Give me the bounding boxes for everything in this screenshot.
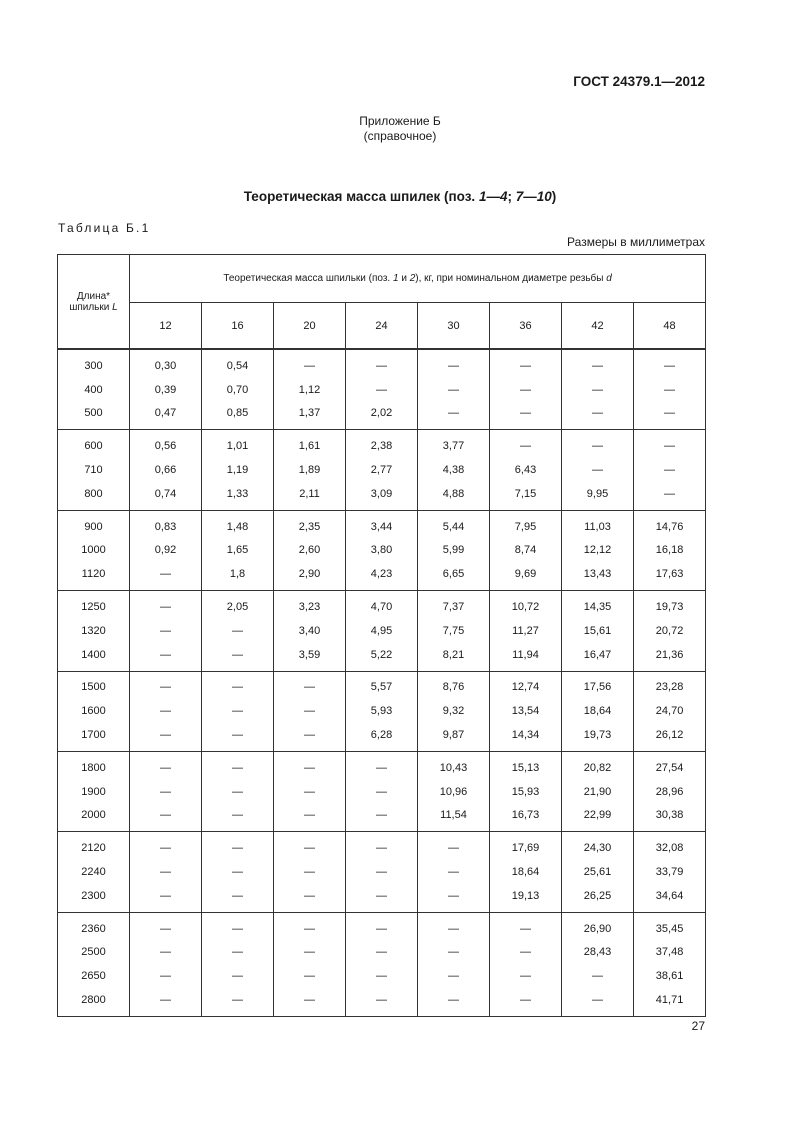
mass-cell: — <box>130 988 202 1016</box>
mass-cell: 0,47 <box>130 402 202 430</box>
mass-cell: 15,93 <box>490 780 562 804</box>
mass-cell: 1,48 <box>202 510 274 538</box>
mass-cell: — <box>130 751 202 779</box>
mass-cell: 4,70 <box>346 591 418 619</box>
table-row <box>58 884 706 912</box>
table-row <box>58 988 706 1016</box>
appendix-title: Приложение Б <box>359 114 441 128</box>
title-range-1: 1—4 <box>478 189 508 204</box>
mass-cell: — <box>202 912 274 940</box>
length-cell: 2360 <box>58 912 130 940</box>
mass-cell: — <box>418 349 490 378</box>
mass-cell: 4,23 <box>346 562 418 590</box>
mass-cell: — <box>202 699 274 723</box>
mass-cell: 38,61 <box>634 964 706 988</box>
mass-cell: 1,33 <box>202 482 274 510</box>
mass-cell: 6,28 <box>346 723 418 751</box>
mass-cell: 24,70 <box>634 699 706 723</box>
length-cell: 710 <box>58 458 130 482</box>
mass-cell: — <box>130 780 202 804</box>
mass-cell: — <box>346 751 418 779</box>
mass-cell: 9,95 <box>562 482 634 510</box>
length-cell: 1250 <box>58 591 130 619</box>
length-cell: 2300 <box>58 884 130 912</box>
mass-cell: — <box>130 964 202 988</box>
mass-cell: — <box>490 402 562 430</box>
mass-cell: 1,89 <box>274 458 346 482</box>
mass-cell: 1,65 <box>202 539 274 563</box>
mass-cell: — <box>130 912 202 940</box>
mass-cell: 17,63 <box>634 562 706 590</box>
mass-cell: — <box>634 482 706 510</box>
mass-cell: 18,64 <box>562 699 634 723</box>
mass-cell: 0,74 <box>130 482 202 510</box>
mass-cell: 5,22 <box>346 643 418 671</box>
diameter-header: 20 <box>274 303 346 350</box>
mass-cell: — <box>274 671 346 699</box>
mass-cell: — <box>274 860 346 884</box>
mass-cell: 1,01 <box>202 430 274 458</box>
table-row <box>58 941 706 965</box>
length-cell: 900 <box>58 510 130 538</box>
mass-cell: 21,90 <box>562 780 634 804</box>
table-row <box>58 780 706 804</box>
group-header-pos1: 1 <box>392 273 399 284</box>
units-note: Размеры в миллиметрах <box>567 235 705 249</box>
mass-cell: — <box>274 832 346 860</box>
table-label: Таблица Б.1 <box>58 221 151 235</box>
mass-cell: — <box>130 804 202 832</box>
table-row <box>58 482 706 510</box>
mass-cell: — <box>490 378 562 402</box>
mass-cell: — <box>562 402 634 430</box>
length-cell: 1120 <box>58 562 130 590</box>
mass-cell: — <box>202 860 274 884</box>
mass-cell: — <box>490 964 562 988</box>
mass-cell: 13,54 <box>490 699 562 723</box>
mass-cell: — <box>130 671 202 699</box>
mass-cell: 1,12 <box>274 378 346 402</box>
mass-cell: — <box>130 562 202 590</box>
mass-cell: 3,40 <box>274 619 346 643</box>
appendix-subtitle: (справочное) <box>363 129 437 143</box>
length-header-line2 <box>58 302 129 313</box>
mass-cell: — <box>346 988 418 1016</box>
mass-cell: 0,66 <box>130 458 202 482</box>
mass-cell: — <box>346 860 418 884</box>
length-cell: 1400 <box>58 643 130 671</box>
table-row <box>58 378 706 402</box>
mass-cell: — <box>346 912 418 940</box>
length-cell: 1700 <box>58 723 130 751</box>
mass-cell: — <box>202 619 274 643</box>
mass-table <box>57 254 706 1017</box>
group-header-pos2: 2 <box>409 273 416 284</box>
mass-cell: — <box>418 941 490 965</box>
mass-cell: 11,54 <box>418 804 490 832</box>
mass-cell: 26,12 <box>634 723 706 751</box>
mass-cell: — <box>634 378 706 402</box>
length-cell: 800 <box>58 482 130 510</box>
mass-cell: 0,92 <box>130 539 202 563</box>
mass-cell: 33,79 <box>634 860 706 884</box>
mass-cell: — <box>346 378 418 402</box>
mass-cell: — <box>274 912 346 940</box>
mass-cell: 12,12 <box>562 539 634 563</box>
length-cell: 1320 <box>58 619 130 643</box>
mass-cell: — <box>274 751 346 779</box>
mass-cell: 5,99 <box>418 539 490 563</box>
mass-cell: 9,87 <box>418 723 490 751</box>
mass-cell: 0,30 <box>130 349 202 378</box>
length-group <box>58 591 706 671</box>
mass-cell: 11,94 <box>490 643 562 671</box>
length-group <box>58 510 706 590</box>
length-header-line1: Длина* <box>76 290 111 302</box>
mass-cell: — <box>634 402 706 430</box>
length-group <box>58 912 706 1016</box>
mass-cell: 32,08 <box>634 832 706 860</box>
mass-cell: — <box>274 884 346 912</box>
mass-cell: 3,09 <box>346 482 418 510</box>
length-header-label: шпильки <box>69 301 113 313</box>
length-group <box>58 751 706 831</box>
mass-cell: 9,32 <box>418 699 490 723</box>
mass-cell: 13,43 <box>562 562 634 590</box>
mass-cell: 26,90 <box>562 912 634 940</box>
mass-cell: 2,60 <box>274 539 346 563</box>
mass-cell: 2,11 <box>274 482 346 510</box>
mass-cell: 21,36 <box>634 643 706 671</box>
mass-cell: 2,77 <box>346 458 418 482</box>
mass-cell: 17,69 <box>490 832 562 860</box>
mass-cell: — <box>202 832 274 860</box>
mass-cell: — <box>634 458 706 482</box>
length-group <box>58 430 706 510</box>
mass-cell: — <box>202 643 274 671</box>
mass-cell: — <box>202 941 274 965</box>
mass-cell: 11,03 <box>562 510 634 538</box>
mass-cell: 18,64 <box>490 860 562 884</box>
mass-cell: 34,64 <box>634 884 706 912</box>
mass-cell: 20,72 <box>634 619 706 643</box>
mass-group-header <box>130 255 706 303</box>
table-row <box>58 751 706 779</box>
mass-cell: 19,73 <box>562 723 634 751</box>
mass-cell: 2,02 <box>346 402 418 430</box>
mass-cell: 3,44 <box>346 510 418 538</box>
table-row <box>58 912 706 940</box>
mass-cell: 14,34 <box>490 723 562 751</box>
mass-cell: 3,23 <box>274 591 346 619</box>
mass-cell: 7,15 <box>490 482 562 510</box>
mass-cell: — <box>130 860 202 884</box>
mass-cell: 0,70 <box>202 378 274 402</box>
length-header <box>58 255 130 350</box>
mass-cell: 16,18 <box>634 539 706 563</box>
table-row <box>58 643 706 671</box>
mass-cell: — <box>202 884 274 912</box>
mass-cell: — <box>346 349 418 378</box>
mass-cell: — <box>418 832 490 860</box>
table-row <box>58 402 706 430</box>
length-cell: 1900 <box>58 780 130 804</box>
diameter-header: 16 <box>202 303 274 350</box>
mass-cell: 2,38 <box>346 430 418 458</box>
table-row <box>58 430 706 458</box>
mass-cell: 5,44 <box>418 510 490 538</box>
mass-cell: 16,73 <box>490 804 562 832</box>
mass-cell: 16,47 <box>562 643 634 671</box>
table-row <box>58 619 706 643</box>
title-text: Теоретическая масса шпилек (поз. <box>243 189 479 204</box>
length-cell: 2500 <box>58 941 130 965</box>
mass-cell: — <box>562 378 634 402</box>
mass-cell: — <box>634 349 706 378</box>
mass-cell: 11,27 <box>490 619 562 643</box>
mass-cell: 7,37 <box>418 591 490 619</box>
mass-cell: — <box>202 804 274 832</box>
mass-cell: — <box>130 832 202 860</box>
mass-cell: 8,74 <box>490 539 562 563</box>
mass-cell: 3,77 <box>418 430 490 458</box>
mass-cell: — <box>562 430 634 458</box>
mass-cell: 25,61 <box>562 860 634 884</box>
table-row <box>58 832 706 860</box>
mass-cell: — <box>346 964 418 988</box>
table-row <box>58 860 706 884</box>
length-cell: 2650 <box>58 964 130 988</box>
mass-cell: 10,72 <box>490 591 562 619</box>
mass-cell: 41,71 <box>634 988 706 1016</box>
group-header-part2: и <box>398 273 410 284</box>
mass-cell: 22,99 <box>562 804 634 832</box>
mass-cell: 4,88 <box>418 482 490 510</box>
mass-cell: 6,43 <box>490 458 562 482</box>
table-row <box>58 804 706 832</box>
mass-cell: 1,37 <box>274 402 346 430</box>
table-row <box>58 964 706 988</box>
mass-cell: — <box>634 430 706 458</box>
mass-cell: 23,28 <box>634 671 706 699</box>
mass-cell: — <box>490 941 562 965</box>
table-row <box>58 539 706 563</box>
length-group <box>58 832 706 912</box>
table-row <box>58 349 706 378</box>
mass-cell: 8,76 <box>418 671 490 699</box>
mass-cell: — <box>274 988 346 1016</box>
mass-cell: — <box>418 912 490 940</box>
mass-cell: — <box>346 832 418 860</box>
mass-cell: 3,80 <box>346 539 418 563</box>
diameter-header: 36 <box>490 303 562 350</box>
mass-cell: — <box>202 988 274 1016</box>
diameter-header: 48 <box>634 303 706 350</box>
mass-cell: — <box>490 349 562 378</box>
mass-cell: 5,93 <box>346 699 418 723</box>
group-header-part3: ), кг, при номинальном диаметре резьбы <box>415 273 607 284</box>
table-row <box>58 591 706 619</box>
mass-cell: 9,69 <box>490 562 562 590</box>
mass-cell: — <box>130 723 202 751</box>
mass-cell: 4,95 <box>346 619 418 643</box>
diameter-header: 42 <box>562 303 634 350</box>
diameter-header: 24 <box>346 303 418 350</box>
mass-cell: 26,25 <box>562 884 634 912</box>
mass-cell: — <box>130 884 202 912</box>
length-cell: 2240 <box>58 860 130 884</box>
mass-cell: — <box>130 619 202 643</box>
diameter-header: 12 <box>130 303 202 350</box>
mass-cell: — <box>490 912 562 940</box>
mass-cell: 0,85 <box>202 402 274 430</box>
mass-cell: 10,43 <box>418 751 490 779</box>
mass-cell: 0,39 <box>130 378 202 402</box>
title-separator: ; <box>507 189 516 204</box>
mass-cell: — <box>274 780 346 804</box>
page-title <box>0 189 800 204</box>
diameter-header: 30 <box>418 303 490 350</box>
length-cell: 500 <box>58 402 130 430</box>
mass-cell: — <box>202 671 274 699</box>
mass-cell: — <box>418 964 490 988</box>
mass-cell: 24,30 <box>562 832 634 860</box>
mass-cell: 27,54 <box>634 751 706 779</box>
length-group <box>58 671 706 751</box>
mass-cell: 2,05 <box>202 591 274 619</box>
mass-cell: 28,43 <box>562 941 634 965</box>
mass-cell: — <box>418 860 490 884</box>
mass-cell: — <box>274 349 346 378</box>
length-cell: 300 <box>58 349 130 378</box>
mass-cell: 19,73 <box>634 591 706 619</box>
mass-cell: 17,56 <box>562 671 634 699</box>
mass-cell: — <box>346 941 418 965</box>
mass-cell: — <box>274 699 346 723</box>
mass-cell: 14,35 <box>562 591 634 619</box>
mass-cell: — <box>274 723 346 751</box>
mass-cell: — <box>562 964 634 988</box>
mass-cell: — <box>418 378 490 402</box>
mass-cell: 1,19 <box>202 458 274 482</box>
mass-cell: 6,65 <box>418 562 490 590</box>
title-close: ) <box>551 189 557 204</box>
length-cell: 1800 <box>58 751 130 779</box>
mass-cell: 35,45 <box>634 912 706 940</box>
table-row <box>58 699 706 723</box>
mass-cell: 19,13 <box>490 884 562 912</box>
mass-cell: 0,56 <box>130 430 202 458</box>
mass-cell: 10,96 <box>418 780 490 804</box>
mass-cell: 3,59 <box>274 643 346 671</box>
mass-cell: 1,61 <box>274 430 346 458</box>
length-cell: 2000 <box>58 804 130 832</box>
mass-cell: — <box>274 941 346 965</box>
mass-cell: 14,76 <box>634 510 706 538</box>
mass-cell: 0,54 <box>202 349 274 378</box>
mass-cell: 4,38 <box>418 458 490 482</box>
mass-cell: — <box>562 988 634 1016</box>
length-cell: 2120 <box>58 832 130 860</box>
mass-cell: 37,48 <box>634 941 706 965</box>
length-cell: 400 <box>58 378 130 402</box>
mass-cell: 1,8 <box>202 562 274 590</box>
mass-cell: — <box>130 643 202 671</box>
mass-cell: 12,74 <box>490 671 562 699</box>
mass-cell: — <box>346 884 418 912</box>
table-row <box>58 510 706 538</box>
mass-cell: 7,75 <box>418 619 490 643</box>
mass-cell: — <box>202 780 274 804</box>
mass-cell: — <box>202 751 274 779</box>
mass-cell: — <box>418 402 490 430</box>
appendix-heading <box>0 114 800 144</box>
mass-cell: — <box>418 988 490 1016</box>
mass-cell: — <box>490 430 562 458</box>
mass-cell: — <box>130 699 202 723</box>
length-symbol: L <box>112 301 118 313</box>
mass-cell: — <box>346 780 418 804</box>
mass-cell: 28,96 <box>634 780 706 804</box>
mass-cell: 20,82 <box>562 751 634 779</box>
group-header-symbol: d <box>606 273 612 284</box>
page-number: 27 <box>691 1019 705 1033</box>
table-row <box>58 671 706 699</box>
mass-cell: 15,61 <box>562 619 634 643</box>
mass-cell: 0,83 <box>130 510 202 538</box>
mass-cell: — <box>130 591 202 619</box>
length-cell: 2800 <box>58 988 130 1016</box>
mass-cell: 8,21 <box>418 643 490 671</box>
length-group <box>58 349 706 430</box>
length-cell: 600 <box>58 430 130 458</box>
table-row <box>58 562 706 590</box>
mass-cell: — <box>346 804 418 832</box>
mass-cell: 30,38 <box>634 804 706 832</box>
mass-cell: 15,13 <box>490 751 562 779</box>
length-cell: 1600 <box>58 699 130 723</box>
length-cell: 1500 <box>58 671 130 699</box>
table-row <box>58 458 706 482</box>
mass-cell: 2,35 <box>274 510 346 538</box>
length-cell: 1000 <box>58 539 130 563</box>
mass-cell: — <box>202 723 274 751</box>
mass-cell: 5,57 <box>346 671 418 699</box>
group-header-part1: Теоретическая масса шпильки (поз. <box>223 273 393 284</box>
mass-cell: — <box>130 941 202 965</box>
mass-cell: — <box>418 884 490 912</box>
mass-cell: — <box>562 349 634 378</box>
mass-cell: 2,90 <box>274 562 346 590</box>
mass-cell: — <box>562 458 634 482</box>
document-code: ГОСТ 24379.1—2012 <box>573 74 705 89</box>
mass-cell: — <box>490 988 562 1016</box>
mass-cell: — <box>202 964 274 988</box>
mass-cell: 7,95 <box>490 510 562 538</box>
mass-cell: — <box>274 964 346 988</box>
table-row <box>58 723 706 751</box>
mass-cell: — <box>274 804 346 832</box>
title-range-2: 7—10 <box>515 189 552 204</box>
